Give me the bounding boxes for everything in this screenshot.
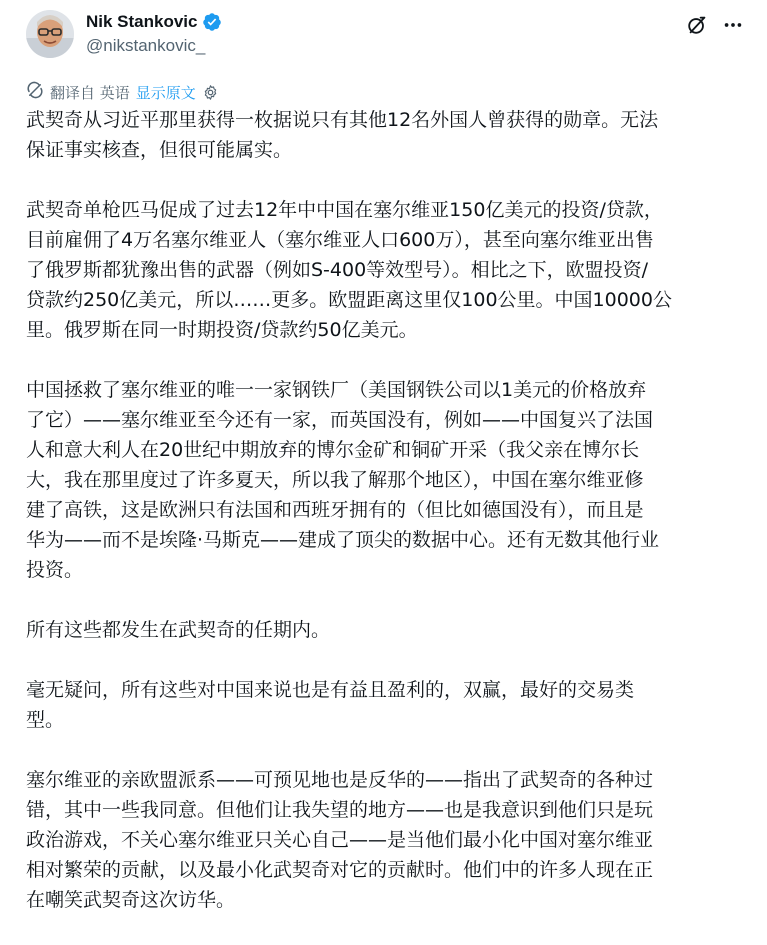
tweet-paragraph-6: 塞尔维亚的亲欧盟派系——可预见地也是反华的——指出了武契奇的各种过 错，其中一些我同意。但他们让我失望的地方——也是我意识到他们只是玩 政治游戏，不关心塞尔维亚只关心自己——是当他们最小化中国对塞尔维亚 相对繁荣的贡献，以及最小化武契奇对它的贡献时。他们中的许多人现在正 在嘲笑武契奇这次访华。 xyxy=(26,769,654,911)
verified-badge-icon xyxy=(202,12,222,32)
tweet-paragraph-4: 所有这些都发生在武契奇的任期内。 xyxy=(26,619,331,641)
tweet-paragraph-3: 中国拯救了塞尔维亚的唯一一家钢铁厂（美国钢铁公司以1美元的价格放弃 了它）——塞尔维亚至今还有一家，而英国没有，例如——中国复兴了法国 人和意大利人在20世纪中期放弃的博尔金矿和铜矿开采（我父亲在博尔长 大，我在那里度过了许多夏天，所以我了解那个地区），中国在塞尔维亚修 建了高铁，这是欧洲只有法国和西班牙拥有的（但比如德国没有），而且是 华为——而不是埃隆·马斯克——建成了顶尖的数据中心。还有无数其他行业 投资。 xyxy=(26,379,660,581)
tweet-paragraph-2: 武契奇单枪匹马促成了过去12年中中国在塞尔维亚150亿美元的投资/贷款， 目前雇佣了4万名塞尔维亚人（塞尔维亚人口600万），甚至向塞尔维亚出售 了俄罗斯都犹豫出售的武器（例如S-400等效型号）。相比之下，欧盟投资/ 贷款约250亿美元，所以……更多。欧盟距离这里仅100公里。中国10000公 里。俄罗斯在同一时期投资/贷款约50亿美元。 xyxy=(26,199,672,341)
header-actions xyxy=(684,12,746,38)
translation-label: 翻译自 英语 xyxy=(50,83,130,102)
tweet-paragraph-1: 武契奇从习近平那里获得一枚据说只有其他12名外国人曾获得的勋章。无法 保证事实核查，但很可能属实。 xyxy=(26,109,659,161)
display-name[interactable]: Nik Stankovic xyxy=(86,12,198,31)
avatar-image xyxy=(26,10,74,58)
tweet-header xyxy=(26,8,746,64)
display-name-row xyxy=(86,10,222,34)
avatar[interactable] xyxy=(26,10,74,58)
handle[interactable]: @nikstankovic_ xyxy=(86,36,206,55)
user-block xyxy=(86,10,222,56)
tweet-paragraph-5: 毫无疑问，所有这些对中国来说也是有益且盈利的，双赢，最好的交易类 型。 xyxy=(26,679,635,731)
gear-icon[interactable] xyxy=(202,84,219,101)
show-original-link[interactable]: 显示原文 xyxy=(135,83,196,102)
more-dots-icon[interactable] xyxy=(720,12,746,38)
translate-icon xyxy=(26,81,44,103)
translation-row xyxy=(26,80,219,104)
grok-slash-circle-icon[interactable] xyxy=(684,12,710,38)
tweet-text xyxy=(26,105,738,945)
